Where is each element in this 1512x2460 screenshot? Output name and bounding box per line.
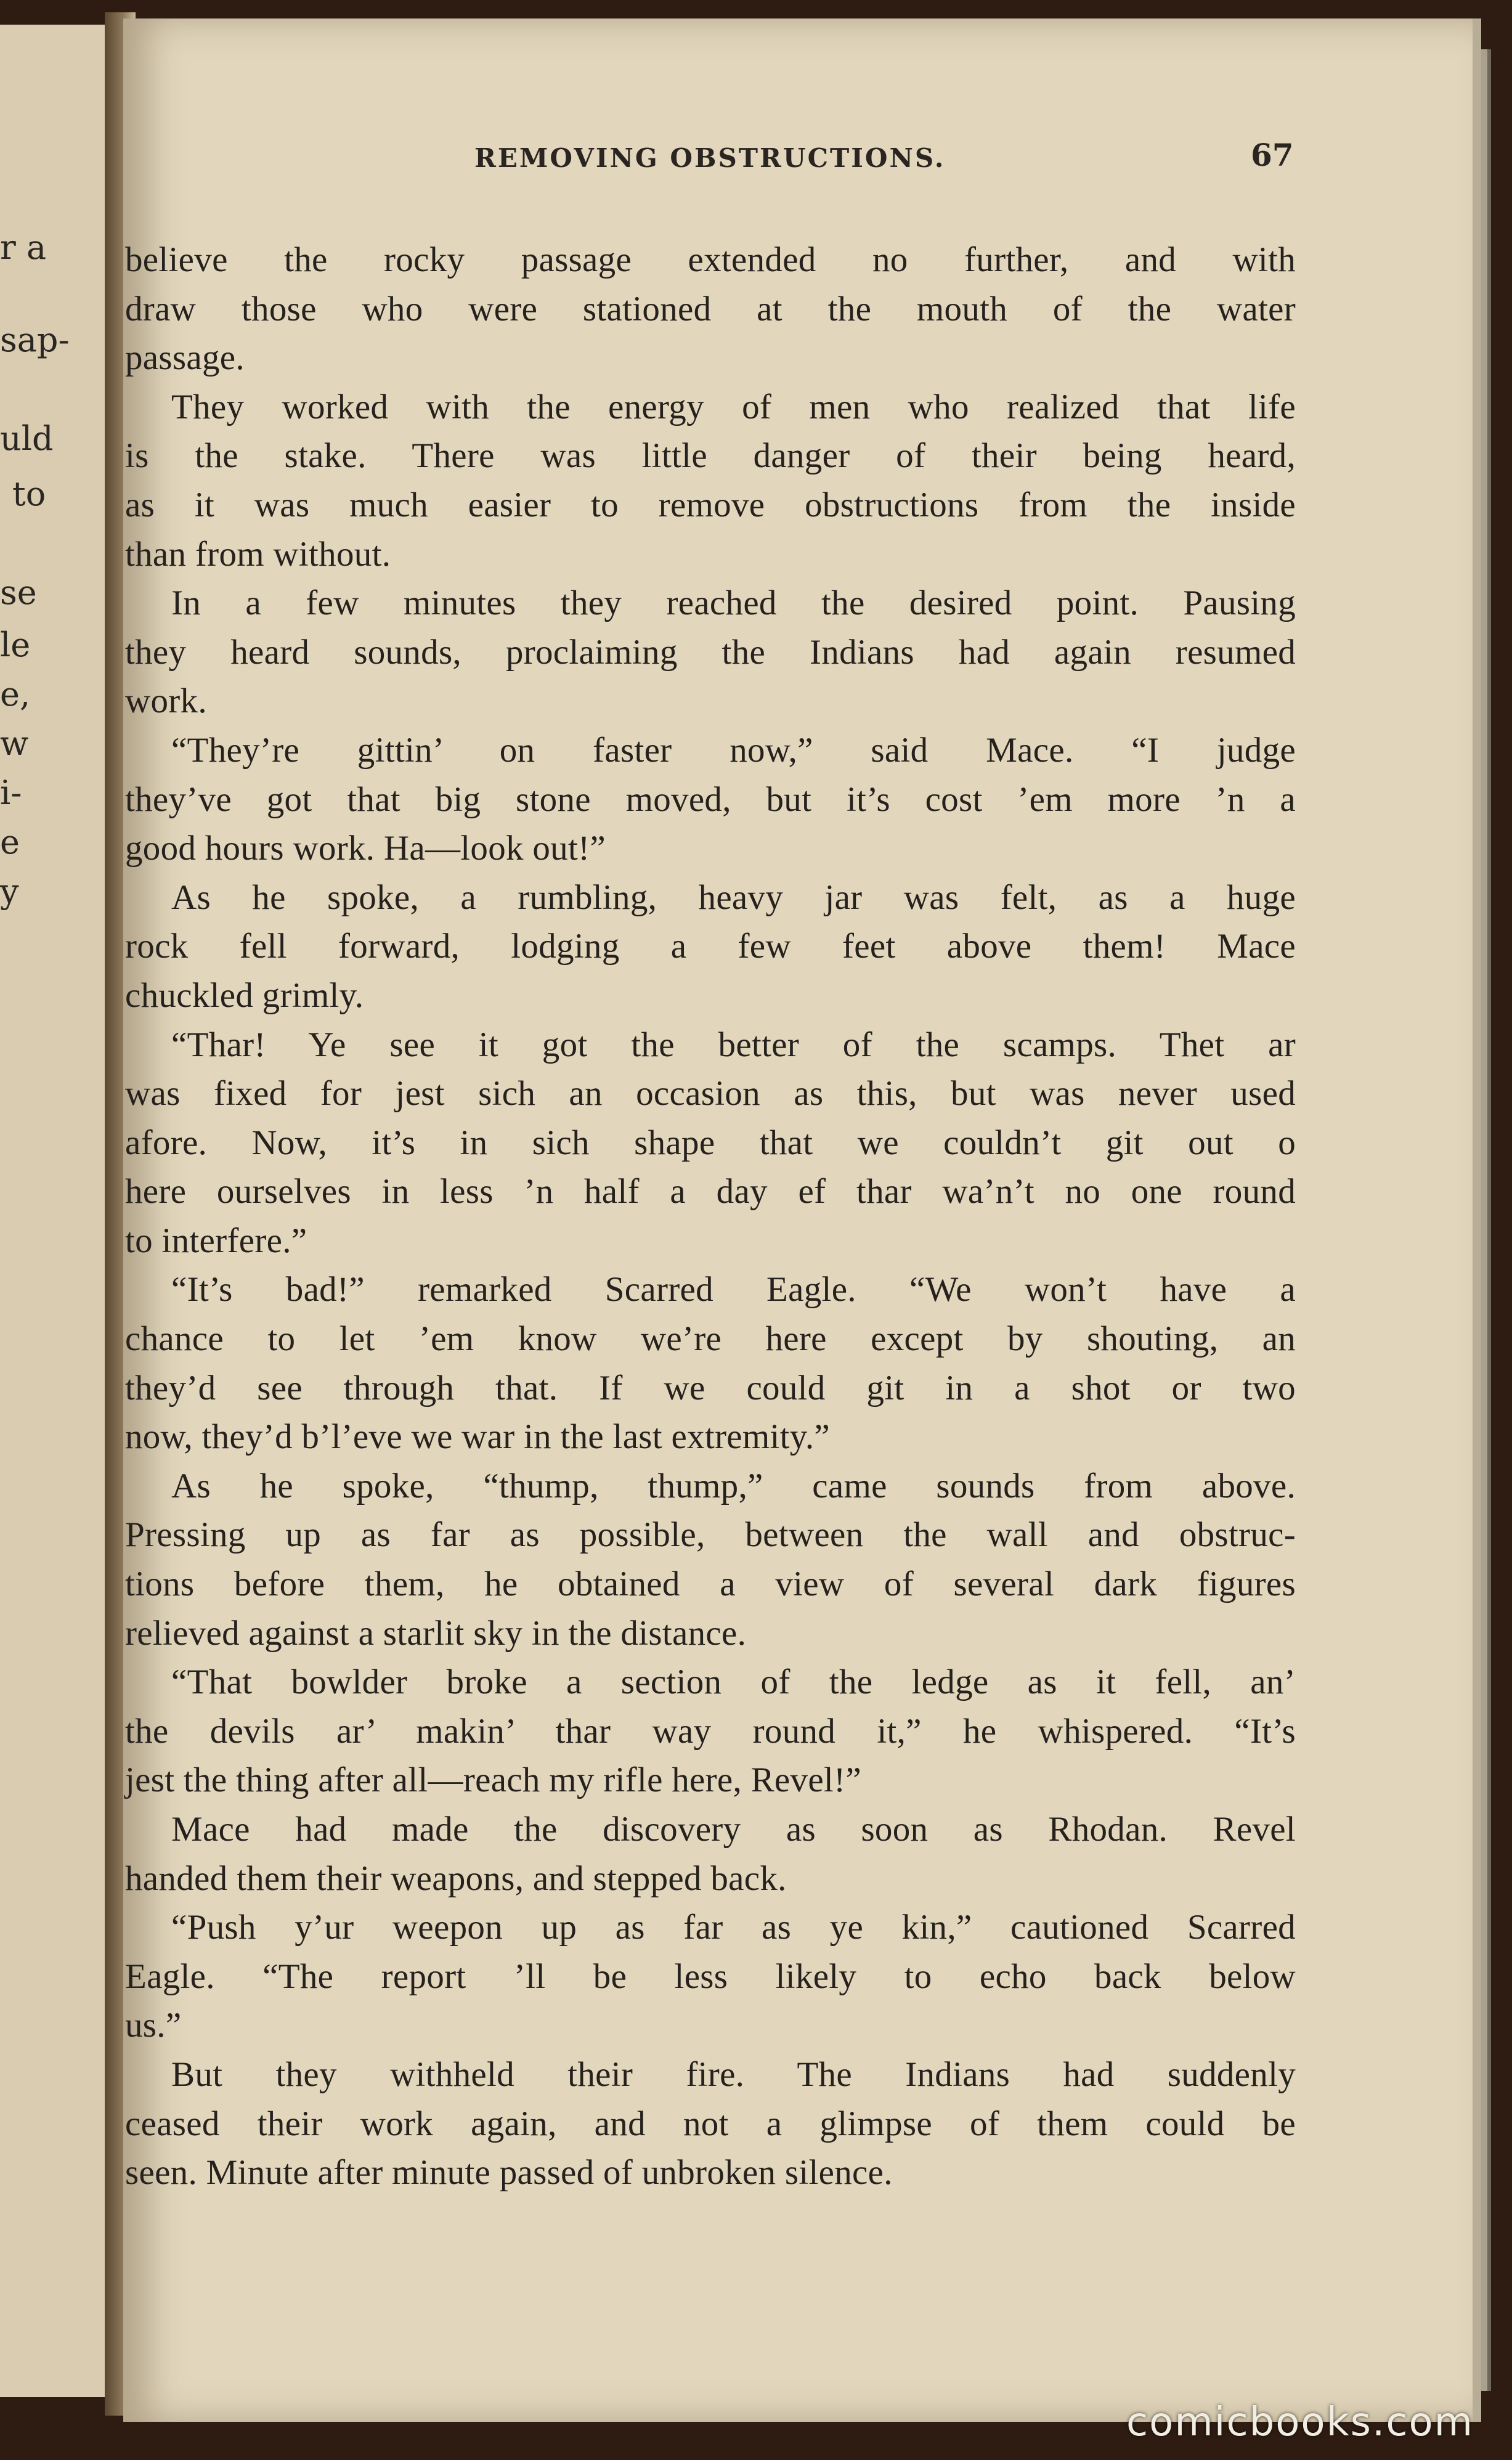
left-page-fragment: w <box>0 724 29 763</box>
text-line: now, they’d b’l’eve we war in the last extremity.” <box>125 1417 831 1457</box>
text-line: they’ve got that big stone moved, but it’s cost ’em more ’n a <box>125 780 1296 819</box>
text-line: “That bowlder broke a section of the ledge as it fell, an’ <box>171 1663 1296 1702</box>
text-line: seen. Minute after minute passed of unbroken silence. <box>125 2153 893 2193</box>
text-line: chance to let ’em know we’re here except by shouting, an <box>125 1319 1296 1359</box>
text-line: rock fell forward, lodging a few feet above them! Mace <box>125 927 1296 966</box>
text-line: Mace had made the discovery as soon as Rhodan. Revel <box>171 1810 1296 1849</box>
text-line: the devils ar’ makin’ thar way round it,” he whispered. “It’s <box>125 1711 1296 1751</box>
text-line: as it was much easier to remove obstructions from the inside <box>125 485 1296 524</box>
left-page-fragment: sap- <box>0 320 70 359</box>
left-facing-page <box>0 25 120 2397</box>
left-page-fragment: se <box>0 573 37 612</box>
text-line: believe the rocky passage extended no further, and with <box>125 240 1296 279</box>
text-line: here ourselves in less ’n half a day ef thar wa’n’t no one round <box>125 1172 1296 1212</box>
text-line: “It’s bad!” remarked Scarred Eagle. “We won’t have a <box>171 1270 1296 1309</box>
body-text <box>125 235 1296 2197</box>
text-line: draw those who were stationed at the mouth of the water <box>125 289 1296 328</box>
text-line: ceased their work again, and not a glimpse of them could be <box>125 2104 1296 2143</box>
text-line: they’d see through that. If we could git in a shot or two <box>125 1368 1296 1407</box>
text-line: work. <box>125 682 207 721</box>
text-line: “They’re gittin’ on faster now,” said Mace. “I judge <box>171 730 1296 770</box>
text-line: They worked with the energy of men who realized that life <box>171 387 1296 426</box>
text-line: they heard sounds, proclaiming the Indians had again resumed <box>125 632 1296 672</box>
page-number: 67 <box>1251 137 1294 173</box>
text-line: passage. <box>125 338 245 378</box>
left-page-fragment: y <box>0 872 19 911</box>
text-line: was fixed for jest sich an occasion as this, but was never used <box>125 1074 1296 1114</box>
left-page-fragment: r a <box>0 228 47 267</box>
text-line: tions before them, he obtained a view of several dark figures <box>125 1565 1296 1604</box>
text-line: But they withheld their fire. The Indians had suddenly <box>171 2055 1296 2094</box>
left-page-fragment: e <box>0 823 20 861</box>
text-line: In a few minutes they reached the desired point. Pausing <box>171 584 1296 623</box>
text-line: relieved against a starlit sky in the distance. <box>125 1613 747 1653</box>
watermark: comicbooks.com <box>1126 2400 1474 2445</box>
text-line: jest the thing after all—reach my rifle here, Revel!” <box>125 1761 861 1800</box>
text-line: us.” <box>125 2006 182 2045</box>
text-line: “Thar! Ye see it got the better of the scamps. Thet ar <box>171 1025 1296 1064</box>
text-line: As he spoke, a rumbling, heavy jar was felt, as a huge <box>171 878 1296 917</box>
left-page-fragment: le <box>0 625 31 664</box>
text-line: good hours work. Ha—look out!” <box>125 829 606 868</box>
left-page-fragment: e, <box>0 675 31 714</box>
text-line: Pressing up as far as possible, between the wall and obstruc- <box>125 1515 1296 1555</box>
text-line: As he spoke, “thump, thump,” came sounds from above. <box>171 1466 1296 1505</box>
text-line: to interfere.” <box>125 1221 307 1260</box>
text-line: than from without. <box>125 534 391 574</box>
text-line: handed them their weapons, and stepped back. <box>125 1859 787 1898</box>
running-head: REMOVING OBSTRUCTIONS. <box>474 143 946 173</box>
text-line: Eagle. “The report ’ll be less likely to echo back below <box>125 1957 1296 1996</box>
text-line: afore. Now, it’s in sich shape that we couldn’t git out o <box>125 1123 1296 1162</box>
left-page-fragment: to <box>12 474 46 513</box>
left-page-fragment: i- <box>0 773 22 812</box>
text-line: chuckled grimly. <box>125 975 364 1015</box>
left-page-fragment: uld <box>0 419 54 458</box>
text-line: is the stake. There was little danger of their being heard, <box>125 436 1296 476</box>
text-line: “Push y’ur weepon up as far as ye kin,” cautioned Scarred <box>171 1908 1296 1947</box>
